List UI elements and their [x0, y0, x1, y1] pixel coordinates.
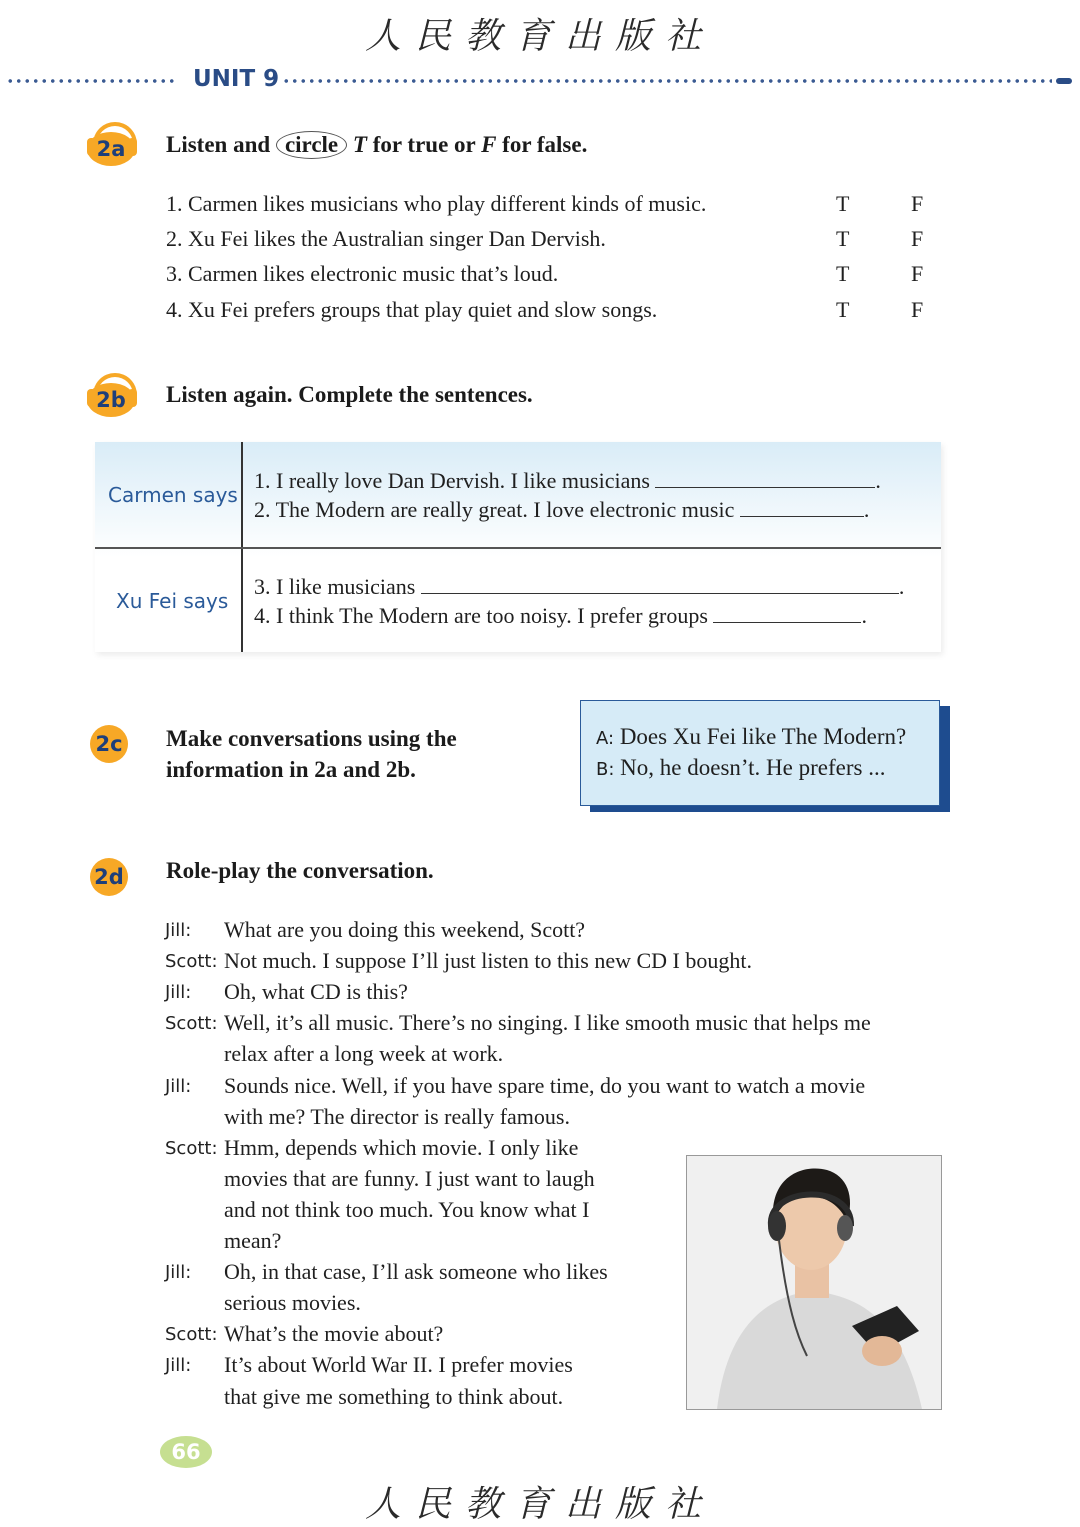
header-dots-left [6, 79, 176, 83]
conversation-line: Not much. I suppose I’ll just listen to this new CD I bought. [224, 948, 752, 973]
false-option-4[interactable]: F [911, 297, 924, 322]
unit-title: UNIT 9 [193, 66, 280, 92]
speaker-label: Jill: [165, 1076, 192, 1097]
tf-statement-1: 1. Carmen likes musicians who play different kinds of music. [166, 191, 707, 216]
header-dots-right [282, 79, 1052, 83]
badge-2d: 2d [88, 854, 146, 894]
true-option-3[interactable]: T [836, 261, 850, 286]
example-line-b: B: No, he doesn’t. He prefers ... [596, 755, 886, 780]
speaker-label: Jill: [165, 1262, 192, 1283]
sentence-2: 2. The Modern are really great. I love electronic music . [254, 497, 870, 522]
photo-illustration [687, 1156, 941, 1409]
conversation-line: Sounds nice. Well, if you have spare time, do you want to watch a movie [224, 1073, 866, 1098]
false-option-2[interactable]: F [911, 226, 924, 251]
conversation-line: What’s the movie about? [224, 1321, 444, 1346]
answer-blank-2[interactable] [740, 496, 864, 517]
tf-statement-2: 2. Xu Fei likes the Australian singer Dan Dervish. [166, 226, 606, 251]
heading-2c-line1: Make conversations using the [166, 726, 457, 751]
badge-2b: 2b [85, 379, 143, 419]
example-conversation-box [580, 700, 940, 806]
heading-2a: Listen and circle T for true or F for false. [166, 132, 588, 157]
page-number: 66 [160, 1436, 212, 1468]
true-option-2[interactable]: T [836, 226, 850, 251]
answer-blank-4[interactable] [713, 602, 861, 623]
heading-2d: Role-play the conversation. [166, 858, 434, 883]
true-option-1[interactable]: T [836, 191, 850, 216]
conversation-line: movies that are funny. I just want to laugh [224, 1166, 595, 1191]
speaker-label: Jill: [165, 982, 192, 1003]
conversation-line: with me? The director is really famous. [224, 1104, 570, 1129]
row-label-xufei: Xu Fei says [116, 589, 229, 613]
sentence-3: 3. I like musicians . [254, 574, 905, 599]
tf-statement-4: 4. Xu Fei prefers groups that play quiet and slow songs. [166, 297, 658, 322]
sentence-1: 1. I really love Dan Dervish. I like musicians . [254, 468, 881, 493]
speaker-label: Scott: [165, 1138, 218, 1159]
header-dash [1056, 78, 1072, 84]
false-option-3[interactable]: F [911, 261, 924, 286]
example-line-a: A: Does Xu Fei like The Modern? [596, 724, 907, 749]
publisher-footer: 人民教育出版社 [364, 1484, 715, 1525]
heading-2b: Listen again. Complete the sentences. [166, 382, 533, 407]
answer-blank-1[interactable] [655, 467, 875, 488]
speaker-label: Jill: [165, 920, 192, 941]
conversation-line: Oh, what CD is this? [224, 979, 408, 1004]
heading-2c-line2: information in 2a and 2b. [166, 757, 416, 782]
speaker-label: Scott: [165, 1013, 218, 1034]
conversation-line: Hmm, depends which movie. I only like [224, 1135, 579, 1160]
speaker-label: Scott: [165, 1324, 218, 1345]
conversation-line: Oh, in that case, I’ll ask someone who likes [224, 1259, 608, 1284]
conversation-line: It’s about World War II. I prefer movies [224, 1352, 573, 1377]
true-option-4[interactable]: T [836, 297, 850, 322]
row-label-carmen: Carmen says [108, 483, 238, 507]
speaker-label: Scott: [165, 951, 218, 972]
false-option-1[interactable]: F [911, 191, 924, 216]
conversation-line: and not think too much. You know what I [224, 1197, 590, 1222]
circled-word: circle [276, 131, 347, 159]
conversation-line: What are you doing this weekend, Scott? [224, 917, 586, 942]
sentence-4: 4. I think The Modern are too noisy. I prefer groups . [254, 603, 867, 628]
conversation-line: mean? [224, 1228, 282, 1253]
publisher-header: 人民教育出版社 [364, 16, 715, 57]
conversation-line: Well, it’s all music. There’s no singing. I like smooth music that helps me [224, 1010, 871, 1035]
photo-boy-with-headphones [686, 1155, 942, 1410]
conversation-line: relax after a long week at work. [224, 1041, 504, 1066]
badge-2a: 2a [85, 128, 143, 168]
conversation-line: serious movies. [224, 1290, 361, 1315]
badge-2c: 2c [88, 721, 146, 761]
speaker-label: Jill: [165, 1355, 192, 1376]
answer-blank-3[interactable] [421, 573, 899, 594]
tf-statement-3: 3. Carmen likes electronic music that’s loud. [166, 261, 559, 286]
conversation-line: that give me something to think about. [224, 1384, 564, 1409]
